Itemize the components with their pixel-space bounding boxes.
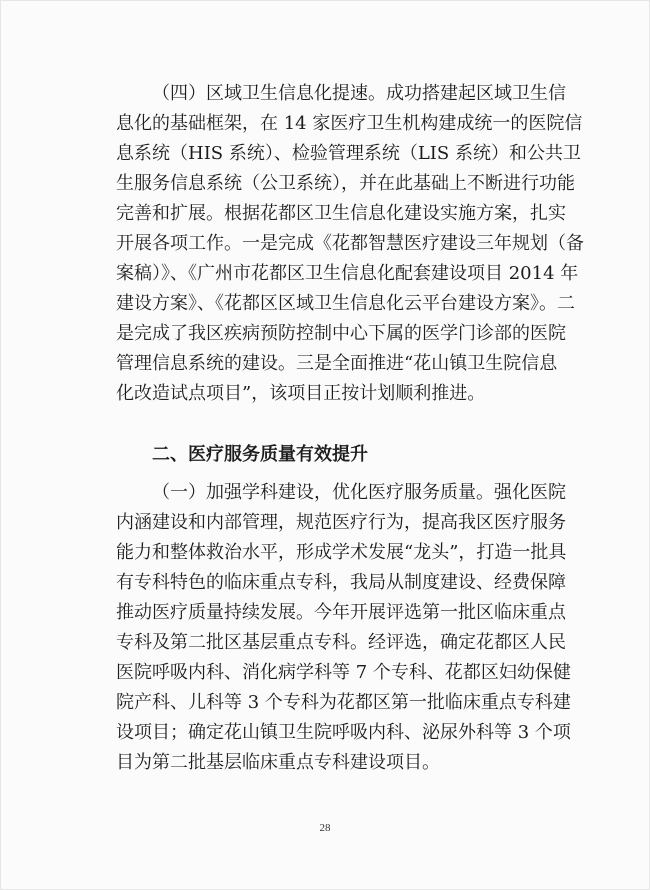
text-line: 设项目；确定花山镇卫生院呼吸内科、泌尿外科等 3 个项	[116, 722, 571, 743]
text-line: 管理信息系统的建设。三是全面推进“花山镇卫生院信息	[116, 353, 558, 374]
text-line: 建设方案》、《花都区区域卫生信息化云平台建设方案》。二	[116, 293, 575, 314]
page-number: 28	[319, 822, 331, 834]
text-line: 有专科特色的临床重点专科，我局从制度建设、经费保障	[116, 572, 566, 593]
text-line: 内涵建设和内部管理，规范医疗行为，提高我区医疗服务	[116, 512, 566, 533]
text-line: 息化的基础框架，在 14 家医疗卫生机构建成统一的医院信	[116, 113, 583, 134]
text-line: （四）区域卫生信息化提速。成功搭建起区域卫生信	[152, 83, 566, 104]
section-heading: 二、医疗服务质量有效提升	[152, 444, 368, 465]
paragraph-info-system	[116, 79, 584, 409]
text-line: 医院呼吸内科、消化病学科等 7 个专科、花都区妇幼保健	[116, 662, 571, 683]
text-line: 案稿）》、《广州市花都区卫生信息化配套建设项目 2014 年	[116, 263, 579, 284]
text-line: 完善和扩展。根据花都区卫生信息化建设实施方案，扎实	[116, 203, 566, 224]
text-line: 专科及第二批区基层重点专科。经评选，确定花都区人民	[116, 632, 566, 653]
text-line: 息系统（HIS 系统）、检验管理系统（LIS 系统）和公共卫	[116, 143, 581, 164]
text-line: （一）加强学科建设，优化医疗服务质量。强化医院	[152, 482, 566, 503]
text-line: 推动医疗质量持续发展。今年开展评选第一批区临床重点	[116, 602, 566, 623]
text-line: 生服务信息系统（公卫系统），并在此基础上不断进行功能	[116, 173, 575, 194]
text-line: 目为第二批基层临床重点专科建设项目。	[116, 752, 440, 773]
text-line: 能力和整体救治水平，形成学术发展“龙头”，打造一批具	[116, 542, 567, 563]
text-line: 化改造试点项目”，该项目正按计划顺利推进。	[116, 383, 486, 404]
text-line: 院产科、儿科等 3 个专科为花都区第一批临床重点专科建	[116, 692, 571, 713]
text-line: 开展各项工作。一是完成《花都智慧医疗建设三年规划（备	[116, 233, 584, 254]
text-line: 是完成了我区疾病预防控制中心下属的医学门诊部的医院	[116, 323, 566, 344]
paragraph-medical-quality	[116, 478, 571, 778]
